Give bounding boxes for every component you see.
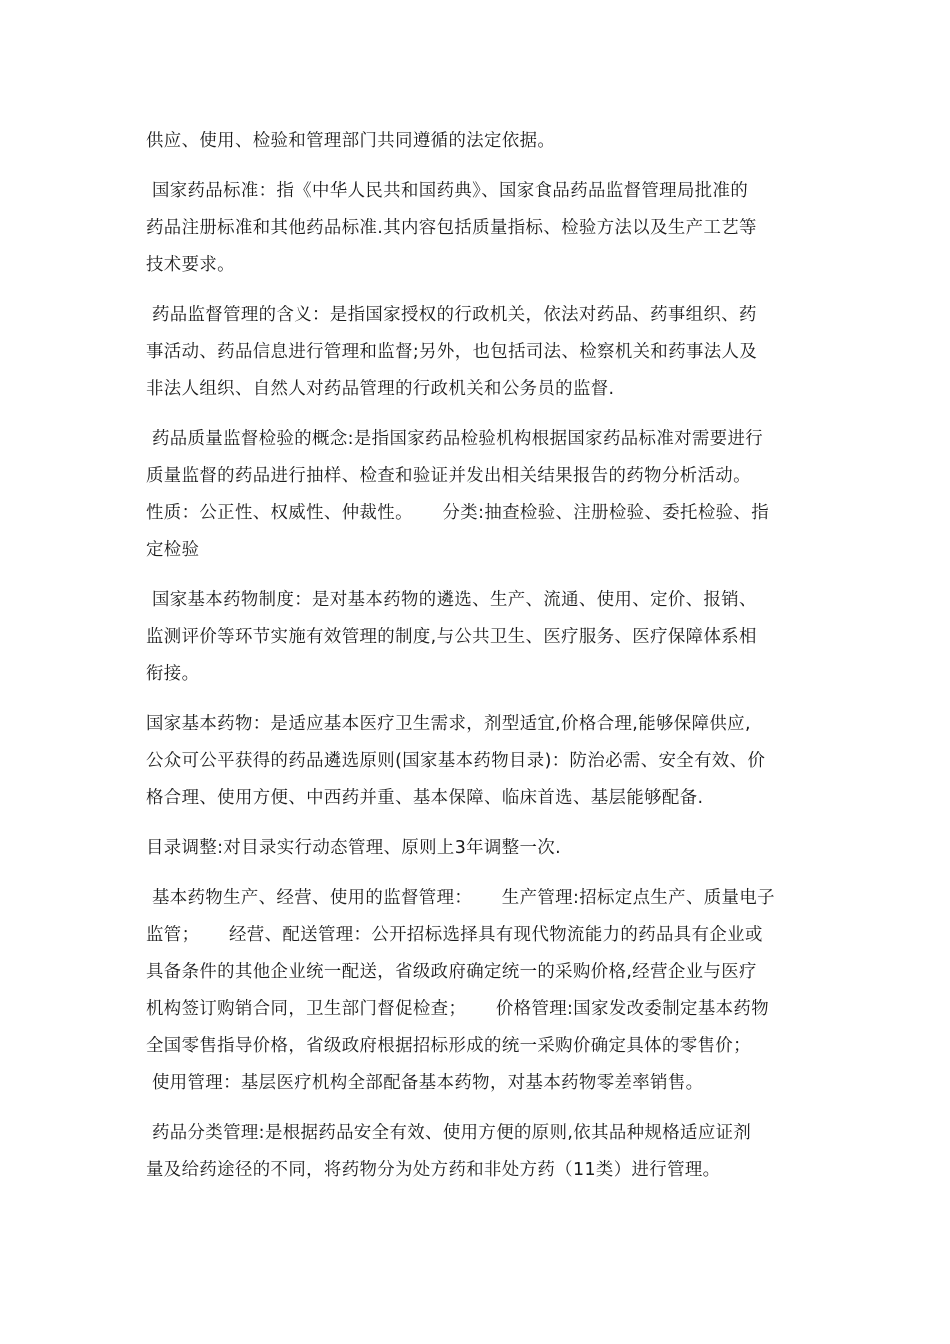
text-line: 药品监督管理的含义：是指国家授权的行政机关，依法对药品、药事组织、药 [146,305,757,325]
document-body [146,123,810,1189]
text-line: 目录调整:对目录实行动态管理、原则上3年调整一次. [146,838,562,858]
text-line: 监管； 经营、配送管理：公开招标选择具有现代物流能力的药品具有企业或 [146,925,763,945]
text-line: 定检验 [146,540,200,560]
text-line: 非法人组织、自然人对药品管理的行政机关和公务员的监督. [146,379,615,399]
text-line: 国家基本药物制度：是对基本药物的遴选、生产、流通、使用、定价、报销、 [146,590,757,610]
paragraph [146,123,810,160]
text-line: 性质：公正性、权威性、仲裁性。 分类:抽查检验、注册检验、委托检验、指 [146,503,769,523]
text-line: 国家基本药物：是适应基本医疗卫生需求，剂型适宜,价格合理,能够保障供应, [146,714,751,734]
text-line: 量及给药途径的不同，将药物分为处方药和非处方药（11类）进行管理。 [146,1160,721,1180]
text-line: 监测评价等环节实施有效管理的制度,与公共卫生、医疗服务、医疗保障体系相 [146,627,757,647]
text-line: 格合理、使用方便、中西药并重、基本保障、临床首选、基层能够配备. [146,788,704,808]
text-line: 药品注册标准和其他药品标准.其内容包括质量指标、检验方法以及生产工艺等 [146,218,757,238]
text-line: 全国零售指导价格，省级政府根据招标形成的统一采购价确定具体的零售价； [146,1036,751,1056]
paragraph [146,706,810,817]
paragraph [146,1115,810,1189]
text-line: 质量监督的药品进行抽样、检查和验证并发出相关结果报告的药物分析活动。 [146,466,751,486]
paragraph [146,297,810,408]
paragraph [146,421,810,569]
text-line: 公众可公平获得的药品遴选原则(国家基本药物目录)：防治必需、安全有效、价 [146,751,766,771]
text-line: 使用管理：基层医疗机构全部配备基本药物，对基本药物零差率销售。 [146,1073,704,1093]
text-line: 国家药品标准：指《中华人民共和国药典》、国家食品药品监督管理局批准的 [146,181,749,201]
text-line: 机构签订购销合同，卫生部门督促检查； 价格管理:国家发改委制定基本药物 [146,999,769,1019]
text-line: 具备条件的其他企业统一配送，省级政府确定统一的采购价格,经营企业与医疗 [146,962,757,982]
paragraph [146,582,810,693]
text-line: 供应、使用、检验和管理部门共同遵循的法定依据。 [146,131,556,151]
paragraph [146,830,810,867]
text-line: 药品分类管理:是根据药品安全有效、使用方便的原则,依其品种规格适应证剂 [146,1123,752,1143]
text-line: 衔接。 [146,664,200,684]
text-line: 技术要求。 [146,255,235,275]
text-line: 药品质量监督检验的概念:是指国家药品检验机构根据国家药品标准对需要进行 [146,429,764,449]
text-line: 基本药物生产、经营、使用的监督管理： 生产管理:招标定点生产、质量电子 [146,888,775,908]
text-line: 事活动、药品信息进行管理和监督;另外，也包括司法、检察机关和药事法人及 [146,342,758,362]
paragraph [146,880,810,1102]
paragraph [146,173,810,284]
